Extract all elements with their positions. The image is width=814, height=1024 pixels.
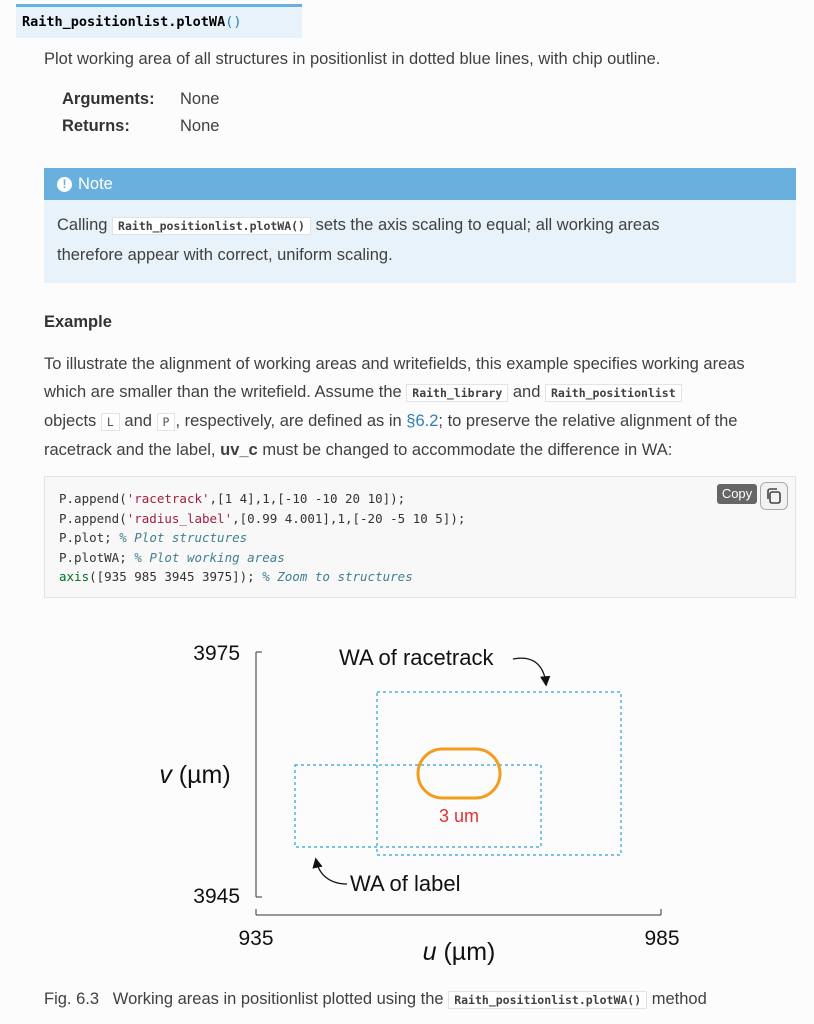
- field-value: None: [180, 90, 220, 108]
- function-parens: (): [225, 14, 242, 30]
- note-admonition: [44, 168, 796, 283]
- example-heading: Example: [44, 313, 112, 331]
- racetrack-arrow: [513, 658, 546, 684]
- copy-button[interactable]: [760, 482, 788, 510]
- copy-icon: [765, 487, 783, 505]
- annotation-label-wa: WA of label: [350, 871, 461, 896]
- racetrack-structure: [418, 749, 500, 798]
- caption-number: Fig. 6.3: [44, 990, 100, 1008]
- info-icon: !: [57, 177, 72, 192]
- note-title: Note: [78, 174, 113, 193]
- paragraph-text: racetrack and the label,: [44, 441, 216, 459]
- section-link[interactable]: §6.2: [406, 412, 439, 430]
- field-name: Arguments:: [62, 90, 155, 108]
- paragraph-text: must be changed to accommodate the difference in WA:: [262, 441, 673, 459]
- working-area-diagram: [0, 610, 814, 980]
- paragraph-text: which are smaller than the writefield. Assume the: [44, 383, 402, 401]
- x-tick-label-right: 985: [644, 927, 680, 950]
- figure: [0, 610, 814, 985]
- y-axis-label: v (µm): [159, 761, 231, 789]
- paragraph-text: ; to preserve the relative alignment of the: [438, 412, 738, 430]
- paragraph-text: To illustrate the alignment of working areas and writefields, this example specifies working areas: [44, 355, 745, 373]
- paragraph-text: , respectively, are defined as in: [175, 412, 402, 430]
- code-line: P.append('radius_label',[0.99 4.001],1,[-20 -5 10 5]);: [59, 510, 466, 526]
- y-tick-label-top: 3975: [193, 642, 240, 665]
- note-body: [44, 200, 796, 270]
- note-text: therefore appear with correct, uniform scaling.: [57, 246, 393, 264]
- inline-code: P: [157, 413, 176, 431]
- code-line: P.plot; % Plot structures: [59, 530, 248, 545]
- x-tick-label-left: 935: [238, 927, 274, 950]
- note-text: sets the axis scaling to equal; all working areas: [315, 216, 660, 234]
- function-description: Plot working area of all structures in positionlist in dotted blue lines, with chip outline.: [44, 50, 661, 68]
- code-line: P.plotWA; % Plot working areas: [59, 549, 285, 565]
- paragraph-text: and: [124, 412, 152, 430]
- inline-code: Raith_positionlist: [545, 384, 682, 402]
- caption-text: method: [651, 990, 707, 1008]
- inline-code: L: [101, 413, 120, 431]
- paragraph-text: and: [512, 383, 541, 401]
- field-row-returns: [62, 117, 219, 144]
- field-name: Returns:: [62, 117, 130, 135]
- field-list: [62, 90, 219, 144]
- function-name: Raith_positionlist.plotWA: [22, 14, 226, 30]
- figure-caption: [44, 990, 707, 1009]
- note-title-bar: [44, 168, 796, 200]
- field-row-arguments: [62, 90, 219, 117]
- caption-text: Working areas in positionlist plotted using the: [112, 990, 444, 1008]
- paragraph-text: objects: [44, 412, 97, 430]
- code-block[interactable]: [44, 476, 796, 598]
- annotation-racetrack-wa: WA of racetrack: [339, 645, 494, 670]
- inline-code: Raith_library: [406, 384, 508, 402]
- caption-code: Raith_positionlist.plotWA(): [448, 991, 647, 1009]
- x-axis-label: u (µm): [422, 938, 496, 966]
- bold-term: uv_c: [220, 441, 258, 459]
- copy-tooltip-label: Copy: [717, 484, 757, 504]
- example-paragraph: [44, 350, 804, 464]
- radius-label-text: 3 um: [438, 806, 480, 826]
- note-code: Raith_positionlist.plotWA(): [112, 217, 311, 235]
- note-text: Calling: [57, 216, 108, 234]
- code-line: P.append('racetrack',[1 4],1,[-10 -10 20 10]);: [59, 491, 406, 506]
- code-line: axis([935 985 3945 3975]); % Zoom to structures: [59, 569, 413, 584]
- label-arrow: [316, 860, 347, 884]
- y-tick-label-bottom: 3945: [193, 885, 240, 908]
- field-value: None: [180, 117, 220, 135]
- function-signature: [16, 4, 302, 38]
